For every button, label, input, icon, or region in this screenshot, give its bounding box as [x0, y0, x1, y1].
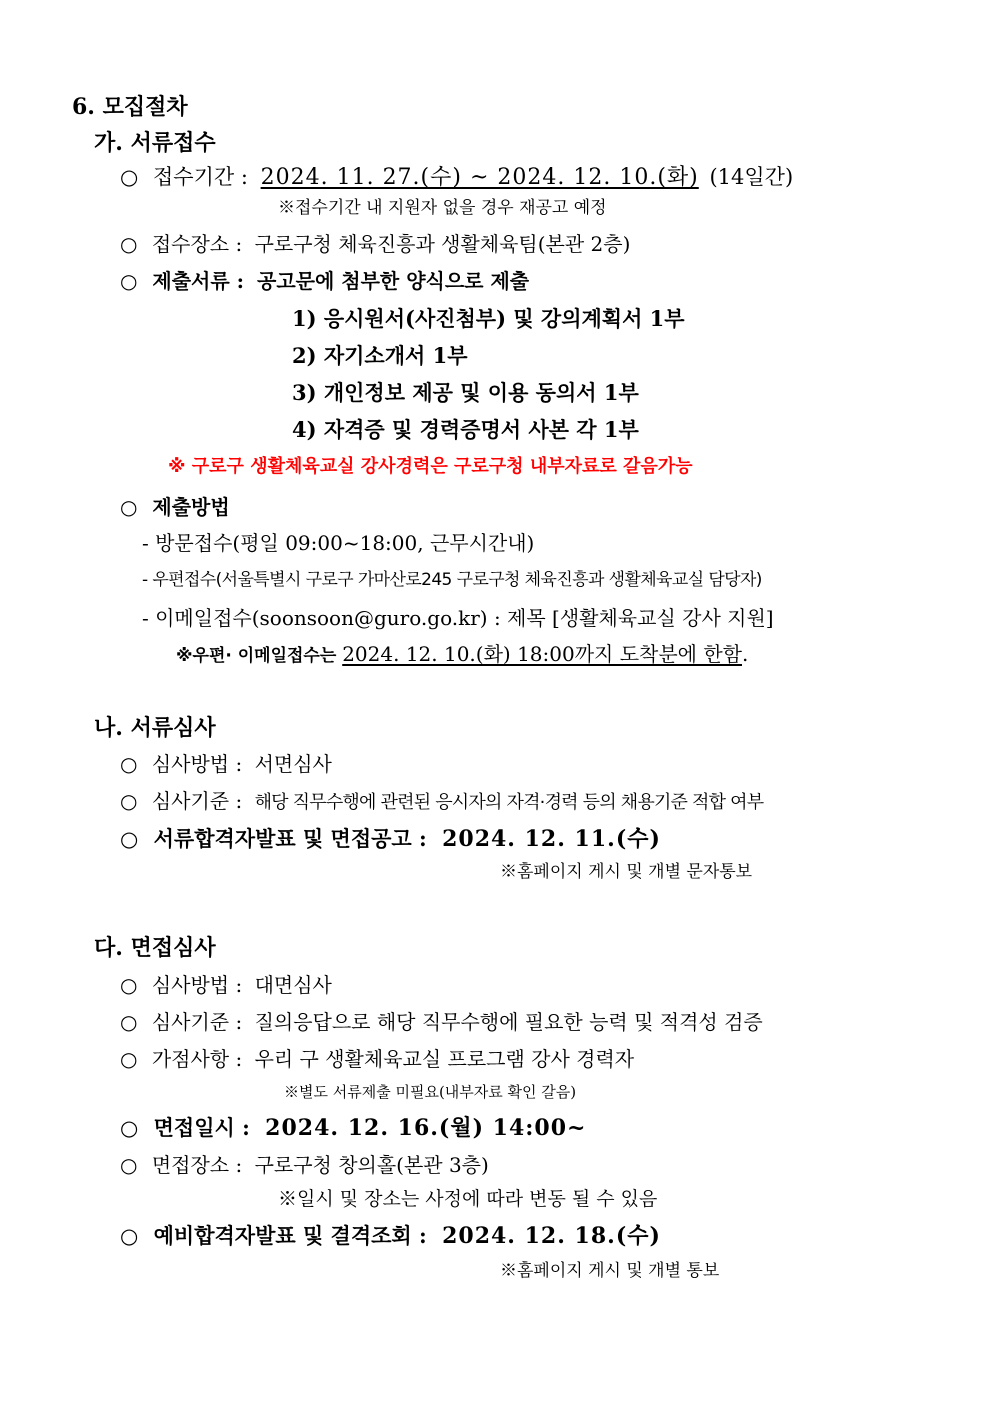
na-method-label: 심사방법 :: [151, 752, 243, 776]
da-result-label: 예비합격자발표 및 결격조회 :: [153, 1223, 427, 1248]
da-method-value: 대면심사: [254, 973, 332, 997]
section-na-title: 나. 서류심사: [94, 715, 216, 741]
method-note-underlined: 2024. 12. 10.(화) 18:00까지 도착분에 한함: [342, 642, 742, 666]
period-row: [120, 167, 793, 189]
da-datetime-value: 2024. 12. 16.(월) 14:00~: [265, 1115, 587, 1141]
na-announcement-note: ※홈페이지 게시 및 개별 문자통보: [500, 862, 753, 882]
period-label: 접수기간 :: [153, 165, 248, 189]
na-criteria-label: 심사기준 :: [151, 789, 243, 813]
da-bonus-value: 우리 구 생활체육교실 프로그램 강사 경력자: [254, 1047, 635, 1071]
place-label: 접수장소 :: [151, 232, 243, 256]
bullet-icon: ○: [120, 973, 138, 997]
na-announcement-value: 2024. 12. 11.(수): [442, 826, 661, 852]
da-datetime-row: [120, 1117, 586, 1139]
na-announcement-label: 서류합격자발표 및 면접공고 :: [153, 826, 427, 851]
bullet-icon: ○: [120, 789, 138, 813]
main-heading: 6. 모집절차: [72, 94, 188, 120]
bullet-icon: ○: [120, 1010, 138, 1034]
document-item: 2) 자기소개서 1부: [292, 343, 468, 368]
bullet-icon: ○: [120, 495, 138, 519]
da-criteria-row: [120, 1012, 763, 1032]
method-row: [120, 497, 230, 517]
da-criteria-label: 심사기준 :: [151, 1010, 243, 1034]
red-note: ※ 구로구 생활체육교실 강사경력은 구로구청 내부자료로 갈음가능: [168, 456, 693, 477]
method-item: - 우편접수(서울특별시 구로구 가마산로245 구로구청 체육진흥과 생활체육교실 담당자): [142, 570, 762, 590]
documents-value: 공고문에 첨부한 양식으로 제출: [257, 269, 530, 293]
place-row: [120, 234, 630, 254]
da-bonus-row: [120, 1049, 634, 1069]
na-criteria-row: [120, 791, 763, 812]
period-suffix: (14일간): [709, 165, 794, 189]
bullet-icon: ○: [120, 269, 138, 293]
period-value: 2024. 11. 27.(수) ~ 2024. 12. 10.(화): [260, 165, 699, 190]
da-datetime-label: 면접일시 :: [153, 1115, 250, 1140]
bullet-icon: ○: [120, 1116, 139, 1140]
bullet-icon: ○: [120, 1047, 138, 1071]
na-announcement-row: [120, 828, 661, 850]
section-da-title: 다. 면접심사: [94, 935, 216, 961]
documents-row: [120, 271, 529, 291]
da-place-row: [120, 1155, 489, 1175]
na-method-value: 서면심사: [254, 752, 332, 776]
da-method-label: 심사방법 :: [151, 973, 243, 997]
bullet-icon: ○: [120, 752, 138, 776]
method-item: - 이메일접수(soonsoon@guro.go.kr) : 제목 [생활체육교실 강사 지원]: [142, 606, 774, 630]
document-item: 1) 응시원서(사진첨부) 및 강의계획서 1부: [292, 306, 685, 331]
method-note-suffix: .: [741, 642, 749, 666]
bullet-icon: ○: [120, 1224, 139, 1248]
method-note-prefix: ※우편· 이메일접수는: [176, 646, 343, 666]
period-note: ※접수기간 내 지원자 없을 경우 재공고 예정: [278, 198, 607, 218]
da-criteria-value: 질의응답으로 해당 직무수행에 필요한 능력 및 적격성 검증: [254, 1010, 763, 1034]
da-bonus-label: 가점사항 :: [151, 1047, 243, 1071]
da-place-note: ※일시 및 장소는 사정에 따라 변동 될 수 있음: [278, 1188, 658, 1210]
bullet-icon: ○: [120, 1153, 138, 1177]
method-item: - 방문접수(평일 09:00~18:00, 근무시간내): [142, 531, 535, 555]
section-ga-title: 가. 서류접수: [94, 130, 216, 156]
bullet-icon: ○: [120, 827, 139, 851]
na-method-row: [120, 754, 332, 774]
bullet-icon: ○: [120, 165, 139, 189]
da-place-value: 구로구청 창의홀(본관 3층): [254, 1153, 489, 1177]
method-label: 제출방법: [152, 495, 230, 519]
da-method-row: [120, 975, 332, 995]
document-item: 3) 개인정보 제공 및 이용 동의서 1부: [292, 380, 639, 405]
documents-label: 제출서류 :: [152, 269, 245, 293]
da-result-value: 2024. 12. 18.(수): [442, 1223, 661, 1249]
bullet-icon: ○: [120, 232, 138, 256]
da-bonus-note: ※별도 서류제출 미필요(내부자료 확인 갈음): [284, 1083, 577, 1101]
da-result-row: [120, 1225, 661, 1247]
da-result-note: ※홈페이지 게시 및 개별 통보: [500, 1261, 720, 1281]
method-note: [176, 644, 748, 665]
na-criteria-value: 해당 직무수행에 관련된 응시자의 자격·경력 등의 채용기준 적합 여부: [254, 792, 764, 813]
place-value: 구로구청 체육진흥과 생활체육팀(본관 2층): [254, 232, 631, 256]
da-place-label: 면접장소 :: [151, 1153, 243, 1177]
document-item: 4) 자격증 및 경력증명서 사본 각 1부: [292, 417, 639, 442]
